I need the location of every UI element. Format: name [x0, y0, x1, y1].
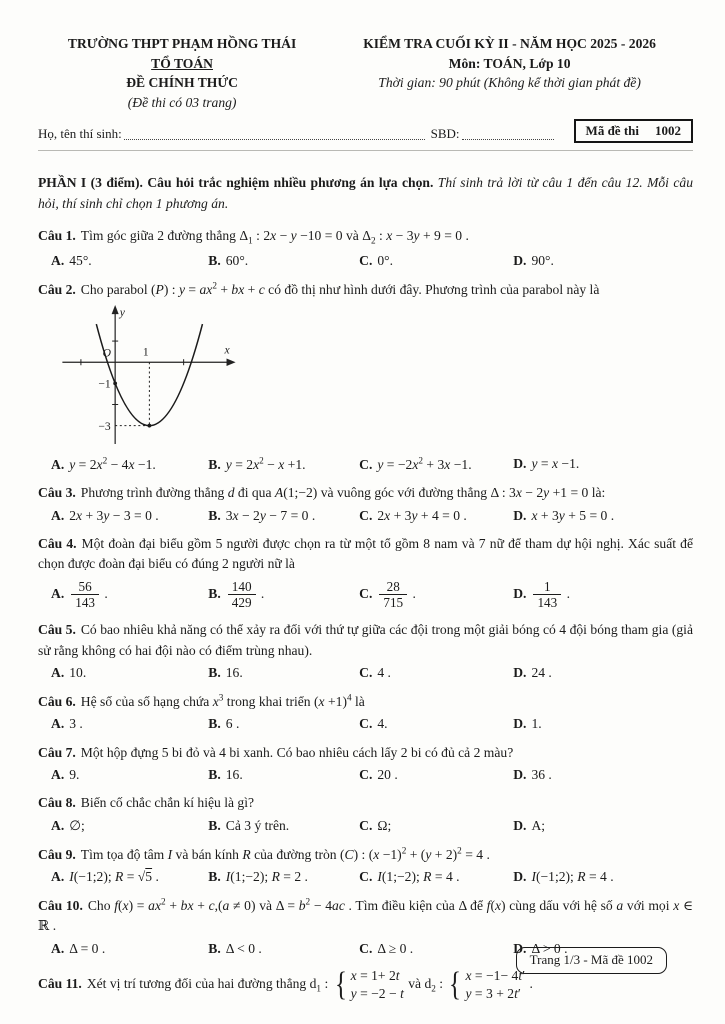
option-value: $\frac{140}{429}$ .: [226, 586, 265, 601]
question-line: [38, 743, 693, 763]
option-value: 2x + 3y + 4 = 0 .: [377, 507, 467, 523]
y-axis-label: y: [119, 306, 125, 320]
option-label: D.: [513, 664, 527, 680]
option-b: [208, 714, 359, 734]
option-label: C.: [359, 940, 373, 956]
question-number: Câu 10.: [38, 898, 83, 914]
origin-label: O: [102, 346, 112, 360]
question-number: Câu 7.: [38, 744, 76, 760]
page-footer-label: Trang 1/3 - Mã đề 1002: [529, 952, 653, 967]
question-line: [38, 793, 693, 813]
option-a: [51, 251, 208, 271]
question-line: [38, 620, 693, 661]
option-label: C.: [359, 507, 373, 523]
question-block: [38, 743, 693, 786]
x-axis-arrow-icon: [227, 358, 236, 365]
option-label: D.: [513, 585, 527, 601]
option-value: $\frac{56}{143}$ .: [69, 586, 108, 601]
tick-label-1: 1: [142, 345, 149, 359]
question-line: [38, 483, 693, 503]
option-value: 20 .: [377, 767, 398, 783]
sbd-field: [462, 139, 554, 140]
question-line: [38, 534, 693, 575]
tick-label-neg3: −3: [98, 419, 111, 433]
parabola-graph: [58, 303, 244, 446]
question-number: Câu 4.: [38, 536, 77, 552]
option-d: [513, 765, 693, 785]
questions: [38, 226, 693, 1003]
option-d: [513, 579, 693, 610]
option-label: B.: [208, 869, 221, 885]
option-label: A.: [51, 716, 65, 732]
option-value: 0°.: [377, 252, 393, 268]
option-label: A.: [51, 664, 65, 680]
option-c: [359, 506, 513, 526]
school-name: TRƯỜNG THPT PHẠM HỒNG THÁI: [67, 36, 297, 51]
option-d: [513, 506, 693, 526]
option-label: B.: [208, 817, 221, 833]
option-a: [51, 506, 208, 526]
question-text: Cho $f(x) = ax^2$ + bx + c,(a ≠ 0) và $\Delta = b^2 - 4ac$ . Tìm điều kiện của Δ để f(x) cùng dấu với hệ số a với mọi x ∈ ℝ .: [38, 896, 694, 934]
option-value: Ω;: [377, 817, 392, 833]
option-d: [513, 816, 693, 836]
header-right: [326, 34, 693, 113]
y-axis-arrow-icon: [112, 305, 119, 314]
option-label: B.: [208, 507, 221, 523]
question-number: Câu 9.: [38, 846, 76, 862]
question-block: [38, 279, 693, 475]
question-line: [38, 691, 693, 712]
question-text: Một hộp đựng 5 bi đỏ và 4 bi xanh. Có bao nhiêu cách lấy 2 bi có đủ cả 2 màu?: [80, 744, 514, 760]
option-label: A.: [51, 507, 65, 523]
question-text: Cho parabol (P) : $y = ax^2$ + bx + c có đồ thị như hình dưới đây. Phương trình của parabol này là: [80, 280, 600, 297]
option-value: 60°.: [225, 252, 249, 268]
option-value: 3x − 2y − 7 = 0 .: [225, 507, 316, 523]
exam-code-label: Mã đề thi: [585, 122, 639, 138]
question-text: Xét vị trí tương đối của hai đường thẳng $d_1$ : { x = 1+ 2t y = −2 − t và $d_2$ : { x = −1− 4t′ y = 3 + 2t′ .: [86, 965, 533, 1003]
question-text: Tìm góc giữa 2 đường thẳng $\Delta_1$ : 2x − y −10 = 0 và $\Delta_2$ : x − 3y + 9 = 0 .: [80, 228, 469, 246]
option-b: [208, 663, 359, 683]
option-value: Δ = 0 .: [69, 940, 106, 956]
options-row: [38, 663, 693, 683]
option-value: 10.: [69, 664, 87, 680]
option-label: B.: [208, 456, 221, 472]
option-b: [208, 867, 359, 887]
question-number: Câu 5.: [38, 622, 76, 638]
option-c: [359, 714, 513, 734]
y-intercept-point: [113, 381, 117, 385]
question-block: [38, 483, 693, 526]
header-divider: [38, 150, 693, 151]
student-name-field: [124, 139, 425, 140]
vertex-point: [147, 424, 151, 428]
question-number: Câu 1.: [38, 228, 76, 244]
exam-code-value: 1002: [655, 122, 681, 138]
option-value: 4 .: [377, 664, 391, 680]
option-value: I(1;−2); R = 2 .: [225, 869, 308, 885]
question-text: Phương trình đường thẳng d đi qua A(1;−2) và vuông góc với đường thẳng Δ : 3x − 2y +1 = 0 là:: [80, 485, 606, 501]
options-row: [38, 714, 693, 734]
option-a: [51, 816, 208, 836]
option-b: [208, 251, 359, 271]
option-label: A.: [51, 252, 65, 268]
question-line: [38, 279, 693, 300]
option-label: C.: [359, 817, 373, 833]
options-row: [38, 765, 693, 785]
question-line: [38, 896, 693, 937]
option-b: [208, 454, 359, 475]
option-value: $y = 2x^2 - x +1$.: [225, 455, 306, 472]
option-label: A.: [51, 817, 65, 833]
option-label: D.: [513, 716, 527, 732]
question-text: Hệ số của số hạng chứa $x^3$ trong khai triển $(x +1)^4$ là: [80, 692, 365, 709]
question-block: [38, 691, 693, 734]
option-c: [359, 663, 513, 683]
option-label: C.: [359, 716, 373, 732]
pages-note: (Đề thi có 03 trang): [127, 95, 237, 111]
exam-header: [38, 34, 693, 113]
option-a: [51, 663, 208, 683]
option-label: A.: [51, 585, 65, 601]
option-c: [359, 765, 513, 785]
option-d: [513, 663, 693, 683]
option-value: $\frac{1}{143}$ .: [531, 586, 570, 601]
option-value: 16.: [225, 664, 243, 680]
option-b: [208, 579, 359, 610]
option-value: Δ ≥ 0 .: [377, 940, 414, 956]
question-number: Câu 8.: [38, 795, 76, 811]
question-block: [38, 534, 693, 612]
option-value: 24 .: [531, 664, 552, 680]
option-value: Δ > 0 .: [531, 940, 568, 956]
x-axis-label: x: [224, 343, 230, 357]
option-value: $y = 2x^2 - 4x -1$.: [69, 455, 156, 472]
option-label: D.: [513, 767, 527, 783]
exam-title: KIỂM TRA CUỐI KỲ II - NĂM HỌC 2025 - 2026: [363, 36, 656, 51]
student-name-label: Họ, tên thí sinh:: [38, 125, 122, 141]
page-footer: [516, 947, 667, 974]
option-label: A.: [51, 940, 65, 956]
question-block: [38, 226, 693, 271]
option-label: D.: [513, 252, 527, 268]
question-line: [38, 226, 693, 249]
option-value: A;: [531, 817, 546, 833]
option-label: B.: [208, 664, 221, 680]
student-info-row: [38, 119, 693, 144]
question-line: [38, 844, 693, 865]
exam-subject: Môn: TOÁN, Lớp 10: [448, 55, 571, 71]
options-row: [38, 454, 693, 475]
option-b: [208, 765, 359, 785]
option-label: B.: [208, 767, 221, 783]
question-block: [38, 844, 693, 887]
options-row: [38, 506, 693, 526]
option-value: Cả 3 ý trên.: [225, 817, 290, 833]
option-value: 45°.: [69, 252, 92, 268]
option-c: [359, 251, 513, 271]
option-value: 2x + 3y − 3 = 0 .: [69, 507, 159, 523]
option-label: B.: [208, 252, 221, 268]
option-value: I(1;−2); R = 4 .: [377, 869, 460, 885]
options-row: [38, 577, 693, 612]
option-value: ∅;: [69, 817, 85, 833]
sbd-label: SBD:: [430, 125, 460, 141]
option-c: [359, 867, 513, 887]
option-value: 1.: [531, 716, 542, 732]
question-number: Câu 6.: [38, 693, 76, 709]
option-d: [513, 714, 693, 734]
option-label: D.: [513, 456, 527, 472]
question-text: Một đoàn đại biểu gồm 5 người được chọn ra từ một tổ gồm 8 nam và 7 nữ để tham dự hội nghị. Xác suất để chọn được đoàn đại biểu có đúng 2 người nữ là: [38, 536, 693, 572]
option-b: [208, 506, 359, 526]
option-label: A.: [51, 767, 65, 783]
options-row: [38, 816, 693, 836]
option-label: D.: [513, 817, 527, 833]
option-label: B.: [208, 585, 221, 601]
option-c: [359, 816, 513, 836]
option-c: [359, 939, 513, 959]
option-label: B.: [208, 940, 221, 956]
option-value: 36 .: [531, 767, 552, 783]
exam-duration: Thời gian: 90 phút (Không kể thời gian phát đề): [378, 75, 641, 91]
exam-code-box: [574, 119, 693, 144]
option-d: [513, 867, 693, 887]
option-a: [51, 939, 208, 959]
options-row: [38, 251, 693, 271]
question-text: Tìm tọa độ tâm I và bán kính R của đường tròn (C) : $(x -1)^2 + (y + 2)^2 = 4$ .: [80, 845, 490, 862]
question-block: [38, 620, 693, 683]
option-value: $\frac{28}{715}$ .: [377, 586, 416, 601]
part1-heading-italic: Thí sinh trả lời từ câu 1 đến câu 12. Mỗi câu hỏi, thí sinh chỉ chọn 1 phương án.: [38, 175, 693, 211]
option-c: [359, 454, 513, 475]
header-left: [38, 34, 326, 113]
option-label: C.: [359, 456, 373, 472]
option-label: B.: [208, 716, 221, 732]
exam-type: ĐỀ CHÍNH THỨC: [126, 75, 238, 91]
option-label: D.: [513, 940, 527, 956]
option-label: C.: [359, 664, 373, 680]
option-label: D.: [513, 507, 527, 523]
option-d: [513, 454, 693, 475]
option-b: [208, 939, 359, 959]
option-a: [51, 714, 208, 734]
option-label: C.: [359, 767, 373, 783]
option-value: 3 .: [69, 716, 83, 732]
question-text: Biến cố chắc chắn kí hiệu là gì?: [80, 795, 255, 811]
option-label: C.: [359, 252, 373, 268]
question-block: [38, 793, 693, 836]
option-b: [208, 816, 359, 836]
option-value: 6 .: [225, 716, 240, 732]
option-value: 9.: [69, 767, 80, 783]
option-value: x + 3y + 5 = 0 .: [531, 507, 615, 523]
option-label: D.: [513, 869, 527, 885]
question-text: Có bao nhiêu khả năng có thể xảy ra đối với thứ tự giữa các đội trong một giải bóng có 4 đội bóng tham gia (giả sử rằng không có hai đội nào có điểm trùng nhau).: [38, 622, 693, 658]
option-value: Δ < 0 .: [225, 940, 262, 956]
question-number: Câu 2.: [38, 281, 76, 297]
option-value: 90°.: [531, 252, 554, 268]
option-a: [51, 579, 208, 610]
parabola-figure: [58, 303, 693, 452]
option-value: 4.: [377, 716, 388, 732]
option-label: A.: [51, 869, 65, 885]
option-d: [513, 251, 693, 271]
part1-heading: [38, 173, 693, 214]
option-value: I(−1;2); R = √5 .: [69, 869, 159, 885]
question-number: Câu 3.: [38, 485, 76, 501]
tick-label-neg1: −1: [98, 377, 111, 391]
question-number: Câu 11.: [38, 976, 82, 992]
option-a: [51, 867, 208, 887]
option-c: [359, 579, 513, 610]
option-value: I(−1;2); R = 4 .: [531, 869, 614, 885]
option-label: C.: [359, 869, 373, 885]
option-value: $y = -2x^2 + 3x -1$.: [377, 455, 472, 472]
option-label: C.: [359, 585, 373, 601]
department: TỔ TOÁN: [151, 55, 213, 71]
options-row: [38, 867, 693, 887]
option-a: [51, 765, 208, 785]
option-a: [51, 454, 208, 475]
part1-heading-bold: PHẦN I (3 điểm). Câu hỏi trắc nghiệm nhiều phương án lựa chọn.: [38, 175, 434, 191]
option-value: 16.: [225, 767, 243, 783]
option-value: y = x −1.: [531, 456, 580, 472]
option-label: A.: [51, 456, 65, 472]
